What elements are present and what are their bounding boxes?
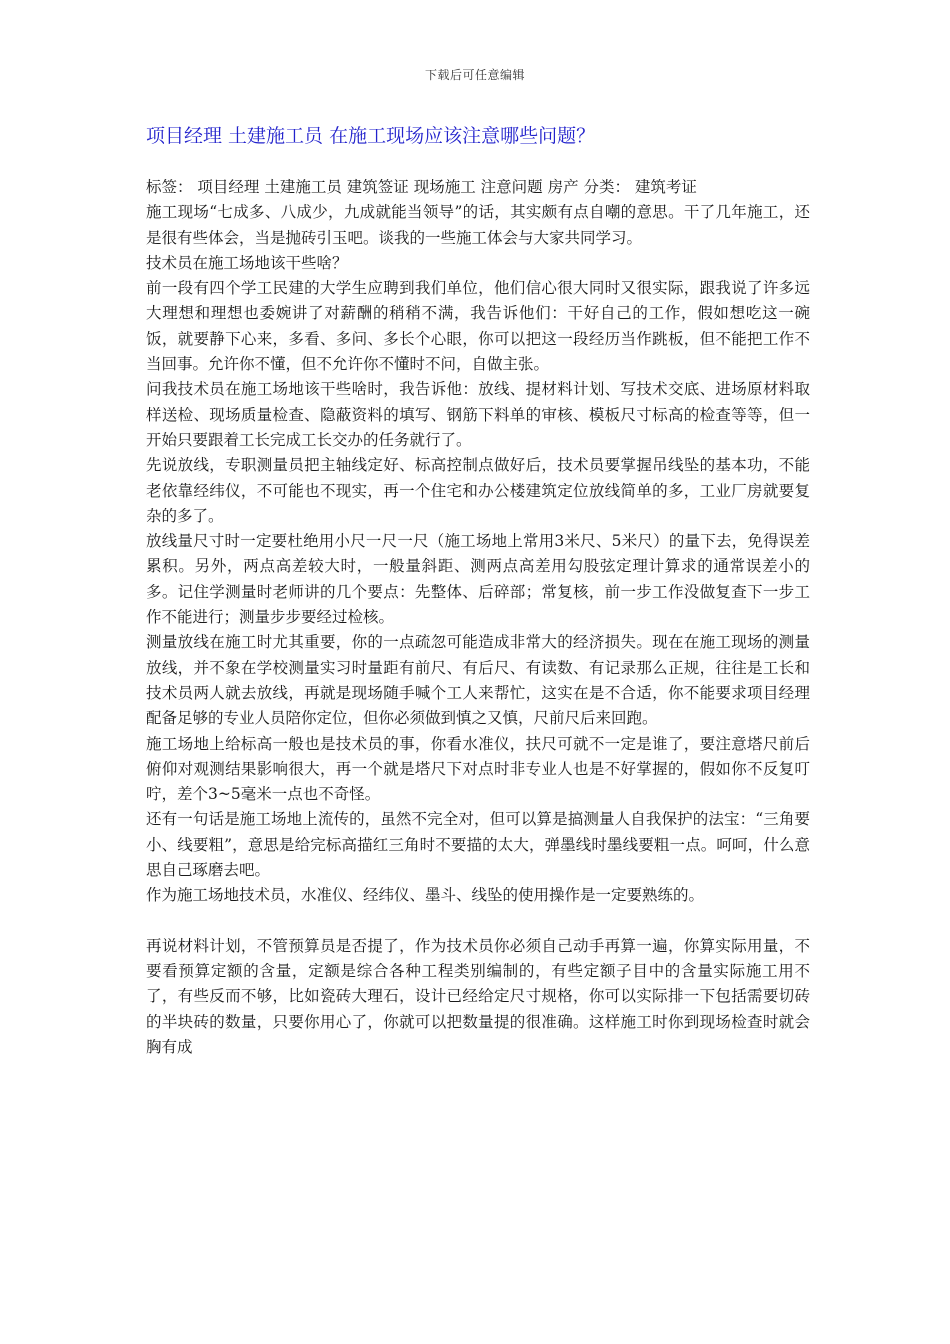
article-title: 项目经理 土建施工员 在施工现场应该注意哪些问题？ — [146, 125, 596, 147]
page-header-note: 下载后可任意编辑 — [424, 68, 525, 82]
paragraph: 先说放线，专职测量员把主轴线定好、标高控制点做好后，技术员要掌握吊线坠的基本功，不能老依靠经纬仪，不可能也不现实，再一个住宅和办公楼建筑定位放线简单的多，工业厂房就要复杂的多了。 — [146, 456, 810, 525]
tags-line: 标签： 项目经理 土建施工员 建筑签证 现场施工 注意问题 房产 分类： 建筑考证 — [146, 178, 697, 196]
paragraph-intro: 施工现场“七成多、八成少，九成就能当领导”的话，其实颇有点自嘲的意思。干了几年施工，还是很有些体会，当是抛砖引玉吧。谈我的一些施工体会与大家共同学习。 — [146, 203, 810, 247]
article-body — [146, 175, 810, 1060]
section-question: 技术员在施工场地该干些啥？ — [146, 253, 348, 272]
paragraph: 问我技术员在施工场地该干些啥时，我告诉他：放线、提材料计划、写技术交底、进场原材料取样送检、现场质量检查、隐蔽资料的填写、钢筋下料单的审核、模板尺寸标高的检查等等，但一开始只要跟着工长完成工长交办的任务就行了。 — [146, 380, 810, 449]
paragraph: 前一段有四个学工民建的大学生应聘到我们单位，他们信心很大同时又很实际，跟我说了许多远大理想和理想也委婉讲了对薪酬的稍稍不满，我告诉他们：干好自己的工作，假如想吃这一碗饭，就要静下心来，多看、多问、多长个心眼，你可以把这一段经历当作跳板，但不能把工作不当回事。允许你不懂，但不允许你不懂时不问，自做主张。 — [146, 279, 810, 374]
paragraph: 测量放线在施工时尤其重要，你的一点疏忽可能造成非常大的经济损失。现在在施工现场的测量放线，并不象在学校测量实习时量距有前尺、有后尺、有读数、有记录那么正规，往往是工长和技术员两人就去放线，再就是现场随手喊个工人来帮忙，这实在是不合适，你不能要求项目经理配备足够的专业人员陪你定位，但你必须做到慎之又慎，尺前尺后来回跑。 — [146, 633, 810, 728]
paragraph: 作为施工场地技术员，水准仪、经纬仪、墨斗、线坠的使用操作是一定要熟练的。 — [146, 886, 705, 905]
paragraph: 放线量尺寸时一定要杜绝用小尺一尺一尺（施工场地上常用3米尺、5米尺）的量下去，免得误差累积。另外，两点高差较大时，一般量斜距、测两点高差用勾股弦定理计算求的通常误差小的多。记住学测量时老师讲的几个要点：先整体、后碎部；常复核，前一步工作没做复查下一步工作不能进行；测量步步要经过检核。 — [146, 532, 810, 627]
paragraph: 还有一句话是施工场地上流传的，虽然不完全对，但可以算是搞测量人自我保护的法宝：“三角要小、线要粗”，意思是给完标高描红三角时不要描的太大，弹墨线时墨线要粗一点。呵呵，什么意思自己琢磨去吧。 — [146, 810, 810, 880]
paragraph: 施工场地上给标高一般也是技术员的事，你看水准仪，扶尺可就不一定是谁了，要注意塔尺前后俯仰对观测结果影响很大，再一个就是塔尺下对点时非专业人也是不好掌握的，假如你不反复叮咛，差个3~5毫米一点也不奇怪。 — [146, 734, 810, 804]
paragraph-materials: 再说材料计划，不管预算员是否提了，作为技术员你必须自己动手再算一遍，你算实际用量，不要看预算定额的含量，定额是综合各种工程类别编制的，有些定额子目中的含量实际施工用不了，有些反而不够，比如瓷砖大理石，设计已经给定尺寸规格，你可以实际排一下包括需要切砖的半块砖的数量，只要你用心了，你就可以把数量提的很准确。这样施工时你到现场检查时就会胸有成 — [146, 936, 810, 1056]
